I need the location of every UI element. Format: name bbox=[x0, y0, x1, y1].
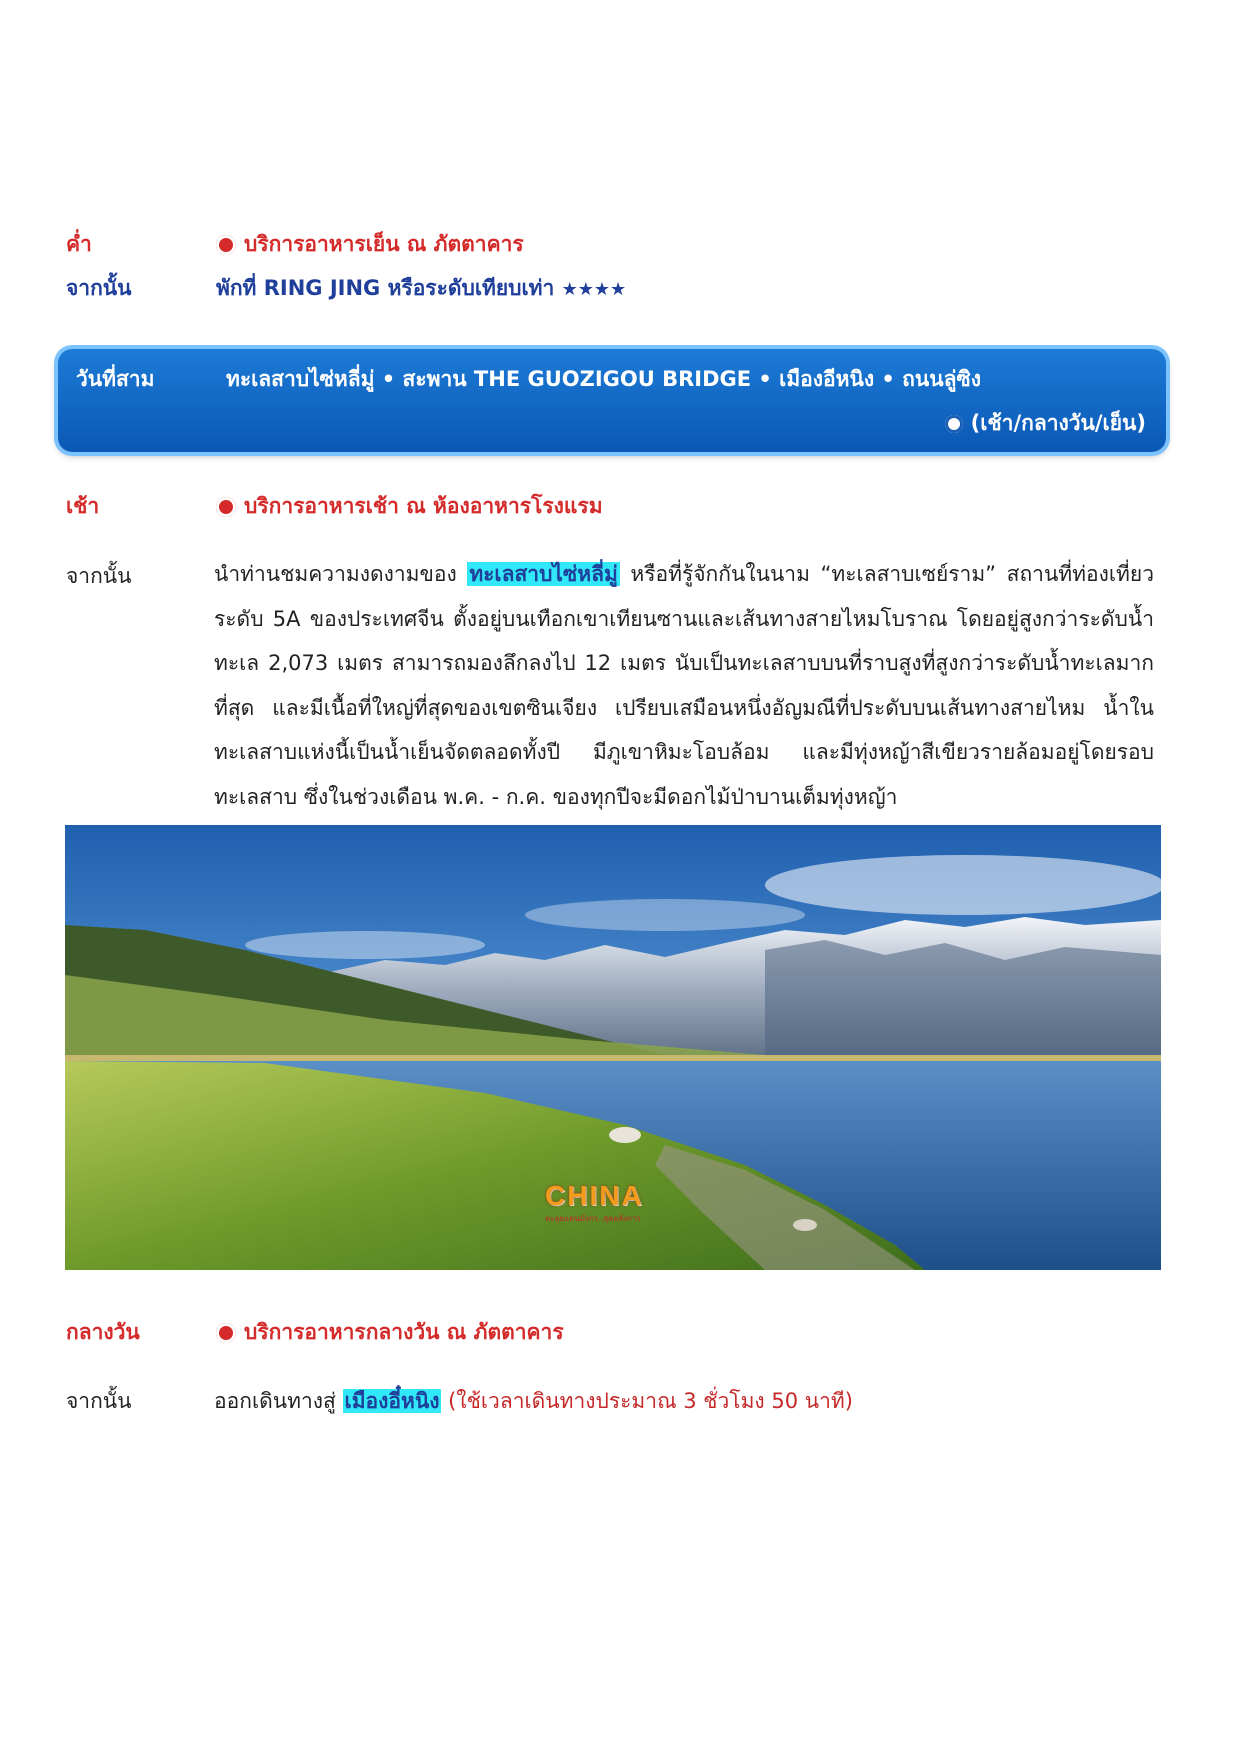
plate-icon bbox=[216, 1323, 236, 1343]
watermark-logo bbox=[545, 1180, 675, 1228]
watermark-subtext: ตะลุยแดนมังกร..สุดอลังการ bbox=[545, 1214, 641, 1223]
lunch-meal-text: บริการอาหารกลางวัน ณ ภัตตาคาร bbox=[244, 1320, 564, 1344]
travel-intro: ออกเดินทางสู่ bbox=[214, 1389, 336, 1413]
lunch-meal bbox=[216, 1316, 564, 1349]
dinner-meal-text: บริการอาหารเย็น ณ ภัตตาคาร bbox=[244, 232, 524, 256]
lunch-label: กลางวัน bbox=[66, 1320, 140, 1344]
dinner-label: ค่ำ bbox=[66, 232, 92, 256]
hotel-text: พักที่ RING JING หรือระดับเทียบเท่า bbox=[216, 276, 555, 300]
stay-label: จากนั้น bbox=[66, 276, 132, 300]
day-meals-text: (เช้า/กลางวัน/เย็น) bbox=[970, 411, 1146, 435]
hotel-info bbox=[216, 272, 626, 305]
breakfast-label: เช้า bbox=[66, 494, 100, 518]
star-rating-icon: ★★★★ bbox=[561, 279, 627, 300]
day-meals bbox=[945, 407, 1146, 440]
day-label: วันที่สาม bbox=[76, 367, 155, 391]
travel-duration: (ใช้เวลาเดินทางประมาณ 3 ชั่วโมง 50 นาที) bbox=[448, 1389, 853, 1413]
dinner-meal bbox=[216, 228, 524, 261]
breakfast-meal bbox=[216, 490, 603, 523]
breakfast-meal-text: บริการอาหารเช้า ณ ห้องอาหารโรงแรม bbox=[244, 494, 603, 518]
travel-label: จากนั้น bbox=[66, 1389, 132, 1413]
plate-icon bbox=[945, 415, 963, 433]
day-route: ทะเลสาบไซ่หลี่มู่ • สะพาน THE GUOZIGOU BRIDGE • เมืองอีหนิง • ถนนลู่ซิง bbox=[226, 367, 981, 391]
lake-highlight: ทะเลสาบไซ่หลี่มู่ bbox=[469, 562, 618, 586]
lake-intro: นำท่านชมความงดงามของ bbox=[214, 562, 457, 586]
lake-photo bbox=[65, 825, 1161, 1270]
lake-body: หรือที่รู้จักกันในนาม “ทะเลสาบเซย์ราม” สถานที่ท่องเที่ยวระดับ 5A ของประเทศจีน ตั้งอยู่บนเทือกเขาเทียนซานและเส้นทางสายไหมโบราณ โดยอยู่สูงกว่าระดับน้ำทะเล 2,073 เมตร สามารถมองลึกลงไป 12 เมตร นับเป็นทะเลสาบบนที่ราบสูงที่สูงกว่าระดับน้ำทะเลมากที่สุด และมีเนื้อที่ใหญ่ที่สุดของเขตซินเจียง เปรียบเสมือนหนึ่งอัญมณีที่ประดับบนเส้นทางสายไหม น้ำในทะเลสาบแห่งนี้เป็นน้ำเย็นจัดตลอดทั้งปี มีภูเขาหิมะโอบล้อม และมีทุ่งหญ้าสีเขียวรายล้อมอยู่โดยรอบทะเลสาบ ซึ่งในช่วงเดือน พ.ค. - ก.ค. ของทุกปีจะมีดอกไม้ป่าบานเต็มทุ่งหญ้า bbox=[214, 562, 1154, 809]
plate-icon bbox=[216, 235, 236, 255]
travel-highlight: เมืองอี๋หนิง bbox=[344, 1389, 440, 1413]
watermark-text: CHINA bbox=[545, 1180, 644, 1211]
day-header bbox=[58, 349, 1166, 452]
lake-label: จากนั้น bbox=[66, 564, 132, 588]
plate-icon bbox=[216, 497, 236, 517]
lake-description bbox=[214, 552, 1154, 819]
travel-info bbox=[214, 1385, 853, 1418]
